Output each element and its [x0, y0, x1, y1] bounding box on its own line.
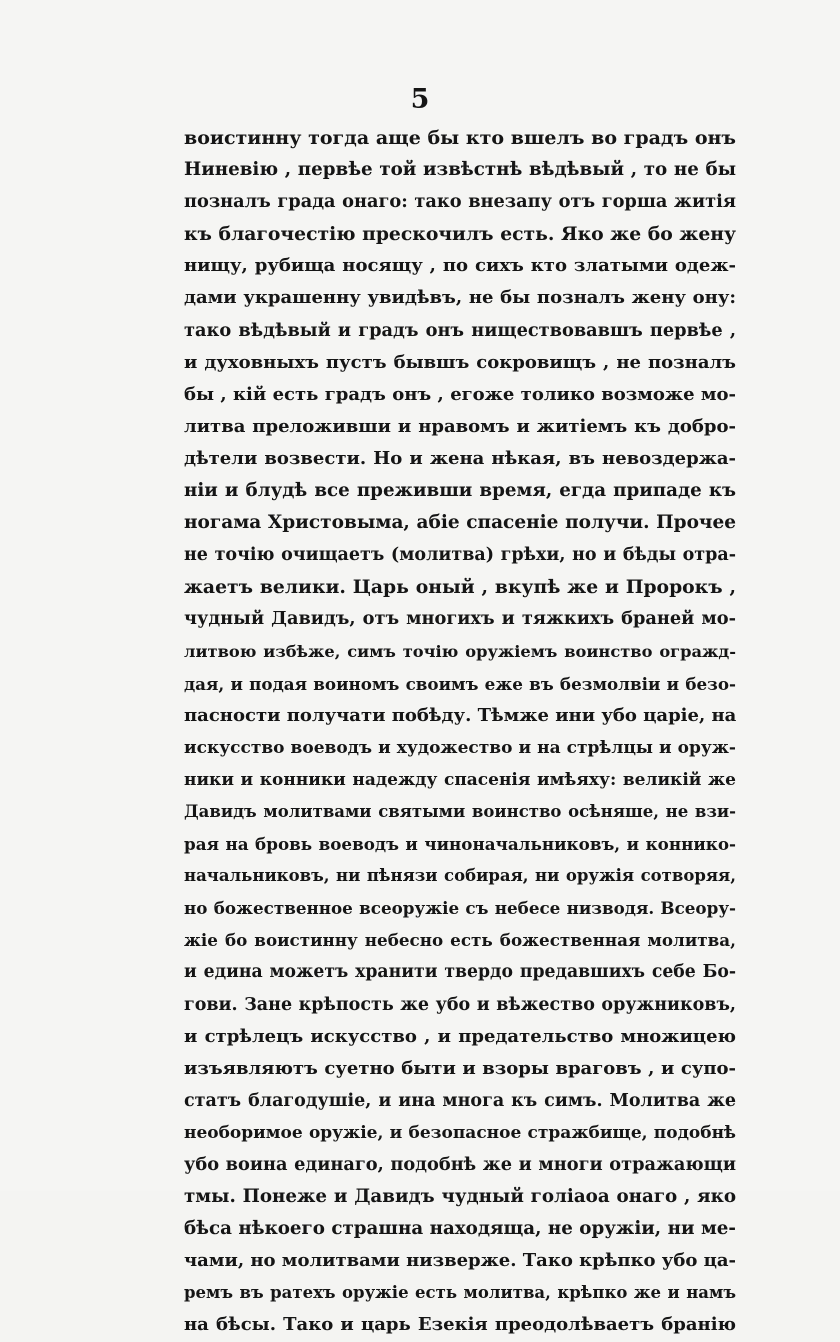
text-line: чами, но молитвами низверже. Тако крѣпко убо ца-	[184, 1250, 737, 1272]
page-number: 5	[410, 84, 430, 115]
body-text	[184, 122, 736, 1342]
text-line: и духовныхъ пустъ бывшъ сокровищъ , не позналъ	[184, 351, 736, 373]
text-line: начальниковъ, ни пѣнязи собирая, ни оружія сотворяя,	[184, 866, 736, 886]
text-line: дами украшенну увидѣвъ, не бы позналъ жену ону:	[184, 287, 736, 309]
text-line: воистинну тогда аще бы кто вшелъ во градъ онъ	[184, 127, 736, 149]
text-line: ніи и блудѣ все преживши время, егда припаде къ	[184, 480, 736, 502]
text-line: ногама Христовыма, абіе спасеніе получи. Прочее	[184, 512, 736, 534]
text-line: нищу, рубища носящу , по сихъ кто златыми одеж-	[184, 255, 736, 277]
text-line: къ благочестію прескочилъ есть. Яко же бо жену	[184, 223, 736, 246]
text-line: чудный Давидъ, отъ многихъ и тяжкихъ браней мо-	[184, 608, 736, 630]
text-line: бы , кій есть градъ онъ , егоже толико возможе мо-	[184, 383, 736, 405]
text-line: не точію очищаетъ (молитва) грѣхи, но и бѣды отра-	[184, 545, 736, 566]
text-line: бѣса нѣкоего страшна находяща, не оружіи, ни ме-	[184, 1218, 736, 1240]
text-line: Давидъ молитвами святыми воинство осѣняше, не взи-	[184, 801, 736, 821]
text-line: литва преложивши и нравомъ и житіемъ къ добро-	[184, 415, 736, 437]
text-line: тмы. Понеже и Давидъ чудный голіаоа онаго , яко	[184, 1186, 736, 1208]
text-line: гови. Зане крѣпость же убо и вѣжество оружниковъ,	[184, 994, 736, 1015]
text-line: позналъ града онаго: тако внезапу отъ горша житія	[184, 191, 736, 213]
text-line: дѣтели возвести. Но и жена нѣкая, въ невоздержа-	[184, 447, 736, 469]
text-line: но божественное всеоружіе съ небесе низводя. Всеору-	[184, 898, 736, 919]
text-line: литвою избѣже, симъ точію оружіемъ воинство огражд-	[184, 641, 736, 661]
text-line: искусство воеводъ и художество и на стрѣлцы и оруж-	[184, 737, 736, 758]
text-line: изъявляютъ суетно быти и взоры враговъ , и супо-	[184, 1057, 736, 1079]
text-line: ремъ въ ратехъ оружіе есть молитва, крѣпко же и намъ	[184, 1283, 736, 1303]
text-line: убо воина единаго, подобнѣ же и многи отражающи	[184, 1154, 736, 1175]
text-line: тако вѣдѣвый и градъ онъ ниществовавшъ первѣе ,	[184, 319, 736, 341]
text-line: Ниневію , первѣе той извѣстнѣ вѣдѣвый , то не бы	[184, 159, 736, 181]
text-line: на бѣсы. Тако и царь Езекія преодолѣваетъ бранію	[184, 1314, 736, 1336]
text-line: необоримое оружіе, и безопасное стражбище, подобнѣ	[184, 1122, 736, 1143]
text-line: статъ благодушіе, и ина многа къ симъ. Молитва же	[184, 1090, 736, 1111]
text-line: жіе бо воистинну небесно есть божественная молитва,	[184, 930, 736, 951]
text-line: рая на бровь воеводъ и чиноначальниковъ, и коннико-	[184, 834, 736, 855]
text-line: пасности получати побѣду. Тѣмже ини убо царіе, на	[184, 704, 737, 726]
text-line: дая, и подая воиномъ своимъ еже въ безмолвіи и безо-	[184, 673, 736, 694]
text-line: ники и конники надежду спасенія имѣяху: великій же	[184, 769, 736, 790]
text-line: жаетъ велики. Царь оный , вкупѣ же и Пророкъ ,	[184, 576, 736, 599]
text-line: и едина можетъ хранити твердо предавшихъ себе Бо-	[184, 962, 736, 983]
text-line: и стрѣлецъ искусство , и предательство множицею	[184, 1025, 736, 1047]
